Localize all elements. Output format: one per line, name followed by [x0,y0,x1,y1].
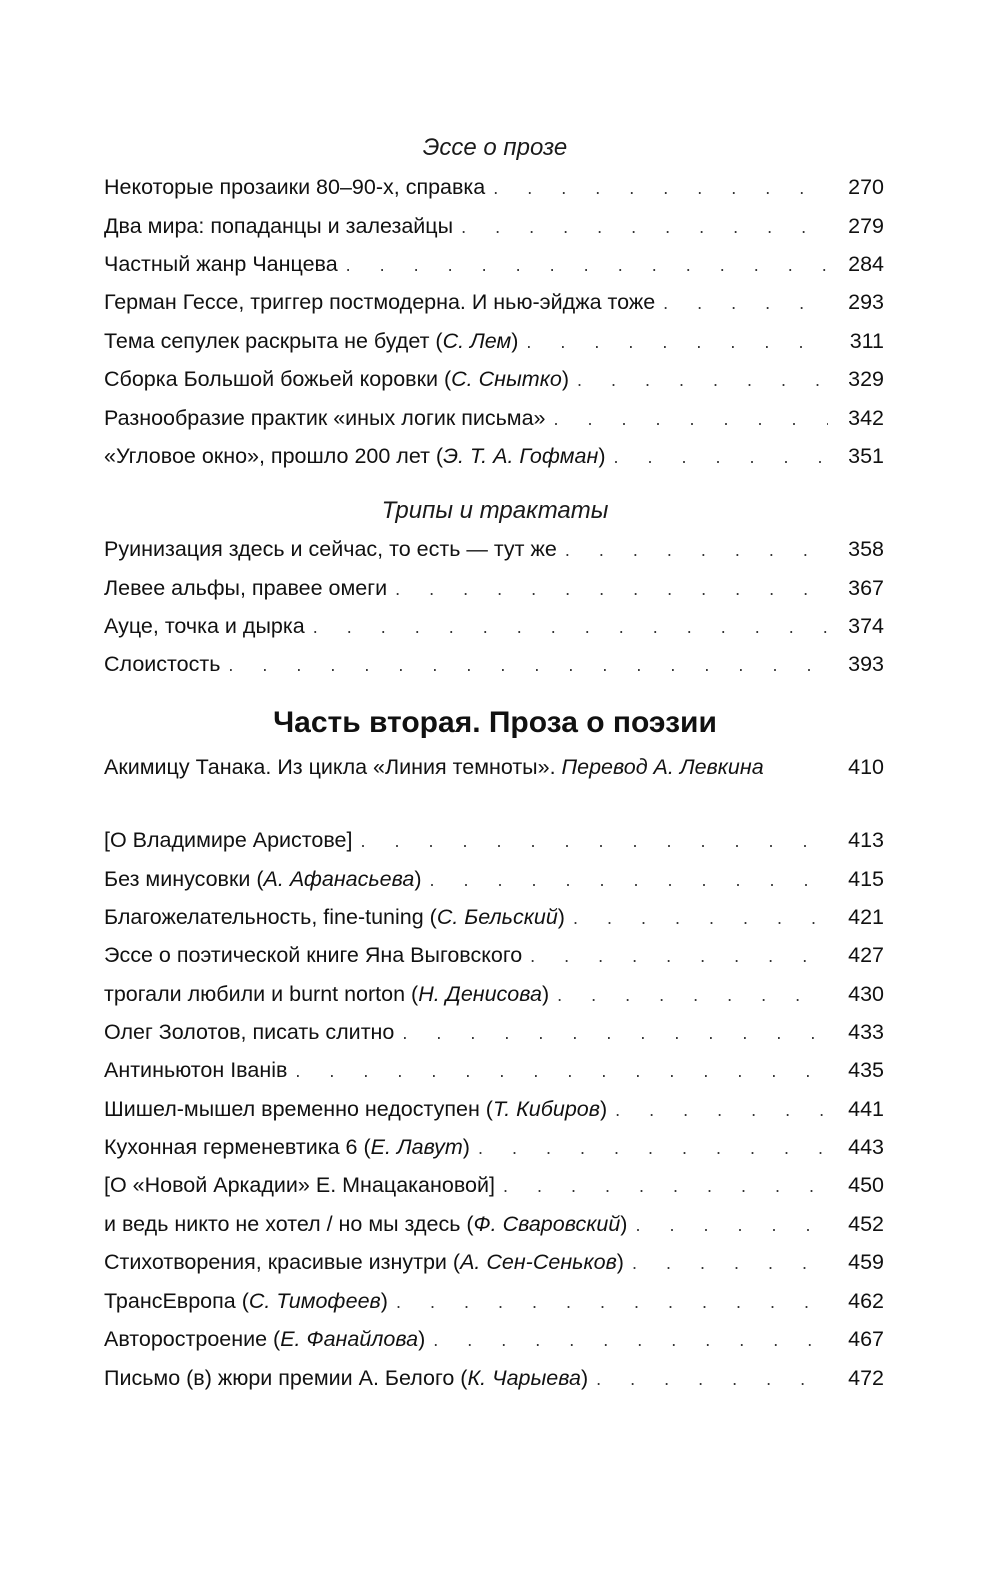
section-title-trips: Трипы и трактаты [381,497,609,524]
toc-entry [104,649,884,680]
entry-author: А. Афанасьева [263,867,415,891]
leader-dots [615,1095,828,1125]
toc-entry [104,1017,884,1048]
toc-entry [104,1247,884,1278]
leader-dots [478,1133,828,1163]
entry-title: и ведь никто не хотел / но мы здесь (Ф. Сваровский) [104,1212,628,1236]
leader-dots [565,535,828,565]
entry-author: С. Бельский [436,905,558,929]
entry-title: Слоистость [104,652,221,676]
entry-title: Разнообразие практик «иных логик письма» [104,406,546,430]
entry-page: 459 [848,1250,884,1274]
entry-page: 421 [848,905,884,929]
entry-page: 311 [849,329,884,353]
entry-title: Руинизация здесь и сейчас, то есть — тут же [104,537,557,561]
toc-entry [104,287,884,318]
entry-title: Кухонная герменевтика 6 (Е. Лавут) [104,1135,470,1159]
leader-dots [360,826,828,856]
entry-translator: Перевод А. Левкина [561,755,764,779]
entry-title: трогали любили и burnt norton (Н. Денисова) [104,982,550,1006]
entry-page: 450 [848,1173,884,1197]
entry-page: 467 [848,1327,884,1351]
entry-title: Благожелательность, fine-tuning (С. Бельский) [104,905,565,929]
entry-page: 462 [848,1289,884,1313]
part-two-title: Часть вторая. Проза о поэзии [273,706,717,739]
entry-author: Н. Денисова [418,982,542,1006]
leader-dots [614,442,828,472]
entry-page: 441 [848,1097,884,1121]
leader-dots [433,1325,828,1355]
leader-dots [635,1210,828,1240]
entry-title: Акимицу Танака. Из цикла «Линия темноты». Перевод А. Левкина [104,755,764,779]
leader-dots [596,1364,828,1394]
entry-page: 443 [848,1135,884,1159]
leader-dots [663,288,828,318]
entry-page: 342 [848,406,884,430]
entry-page: 433 [848,1020,884,1044]
toc-entry [104,441,884,472]
entry-page: 472 [848,1366,884,1390]
leader-dots [526,327,828,357]
toc-entry [104,364,884,395]
toc-entry [104,979,884,1010]
leader-dots [395,574,828,604]
entry-title: Шишел-мышел временно недоступен (Т. Кибиров) [104,1097,608,1121]
entry-author: С. Тимофеев [248,1289,381,1313]
section-title-essays-prose: Эссе о прозе [422,134,568,161]
entry-page: 427 [848,943,884,967]
toc-entry [104,211,884,242]
entry-page: 435 [848,1058,884,1082]
leader-dots [461,212,828,242]
entry-title: «Угловое окно», прошло 200 лет (Э. Т. А. Гофман) [104,444,606,468]
leader-dots [313,612,828,642]
toc-entry [104,326,884,357]
leader-dots [554,404,828,434]
entry-page: 270 [848,175,884,199]
toc-entry [104,1363,884,1394]
entry-title: [О «Новой Аркадии» Е. Мнацакановой] [104,1173,495,1197]
leader-dots [557,980,828,1010]
entry-title: Тема сепулек раскрыта не будет (С. Лем) [104,329,519,353]
entry-title: Письмо (в) жюри премии А. Белого (К. Чарыева) [104,1366,589,1390]
leader-dots [346,250,828,280]
entry-page: 430 [848,982,884,1006]
leader-dots [632,1248,828,1278]
entry-title: Антиньютон Іванів [104,1058,288,1082]
toc-entry [104,172,884,203]
toc-entry [104,1209,884,1240]
toc-entry [104,825,884,856]
entry-page: 284 [848,252,884,276]
leader-dots [573,903,828,933]
entry-page: 452 [848,1212,884,1236]
entry-title: Герман Гессе, триггер постмодерна. И нью-эйджа тоже [104,290,656,314]
entry-title: Авторостроение (Е. Фанайлова) [104,1327,426,1351]
entry-title: Эссе о поэтической книге Яна Выговского [104,943,523,967]
toc-entry [104,534,884,565]
entry-title: Олег Золотов, писать слитно [104,1020,395,1044]
entry-author: Е. Лавут [370,1135,463,1159]
toc-entry [104,902,884,933]
toc-entry [104,611,884,642]
leader-dots [503,1171,828,1201]
entry-page: 358 [848,537,884,561]
entry-title: Стихотворения, красивые изнутри (А. Сен-Сеньков) [104,1250,624,1274]
toc-entry [104,1132,884,1163]
entry-page: 367 [848,576,884,600]
toc-entry [104,1324,884,1355]
entry-page: 393 [848,652,884,676]
toc-entry [104,864,884,895]
entry-page: 410 [848,755,884,779]
entry-author: Е. Фанайлова [280,1327,419,1351]
leader-dots [530,941,828,971]
entry-author: С. Лем [442,329,512,353]
toc-entry [104,403,884,434]
entry-page: 413 [848,828,884,852]
leader-dots [402,1018,828,1048]
entry-page: 351 [848,444,884,468]
toc-entry [104,1055,884,1086]
toc-entry [104,573,884,604]
entry-author: Ф. Сваровский [473,1212,621,1236]
entry-page: 279 [848,214,884,238]
entry-page: 293 [848,290,884,314]
entry-title: Частный жанр Чанцева [104,252,338,276]
leader-dots [228,650,828,680]
toc-entry [104,249,884,280]
entry-page: 415 [848,867,884,891]
entry-page: 329 [848,367,884,391]
entry-page: 374 [848,614,884,638]
entry-title: Сборка Большой божьей коровки (С. Снытко) [104,367,569,391]
entry-title: [О Владимире Аристове] [104,828,353,852]
leader-dots [396,1287,828,1317]
entry-author: К. Чарыева [467,1366,581,1390]
entry-title: Два мира: попаданцы и залезайцы [104,214,454,238]
toc-entry [104,940,884,971]
entry-author: Т. Кибиров [492,1097,600,1121]
toc-entry [104,752,884,782]
entry-author: С. Снытко [451,367,562,391]
entry-author: Э. Т. А. Гофман [443,444,599,468]
entry-title: Ауце, точка и дырка [104,614,305,638]
entry-title: Некоторые прозаики 80–90-х, справка [104,175,486,199]
entry-title: Левее альфы, правее омеги [104,576,388,600]
leader-dots [577,365,828,395]
leader-dots [430,865,828,895]
leader-dots [493,173,828,203]
toc-entry [104,1170,884,1201]
toc-entry [104,1286,884,1317]
leader-dots [295,1056,828,1086]
entry-author: А. Сен-Сеньков [460,1250,617,1274]
toc-entry [104,1094,884,1125]
entry-title: Без минусовки (А. Афанасьева) [104,867,422,891]
entry-title: ТрансЕвропа (С. Тимофеев) [104,1289,388,1313]
